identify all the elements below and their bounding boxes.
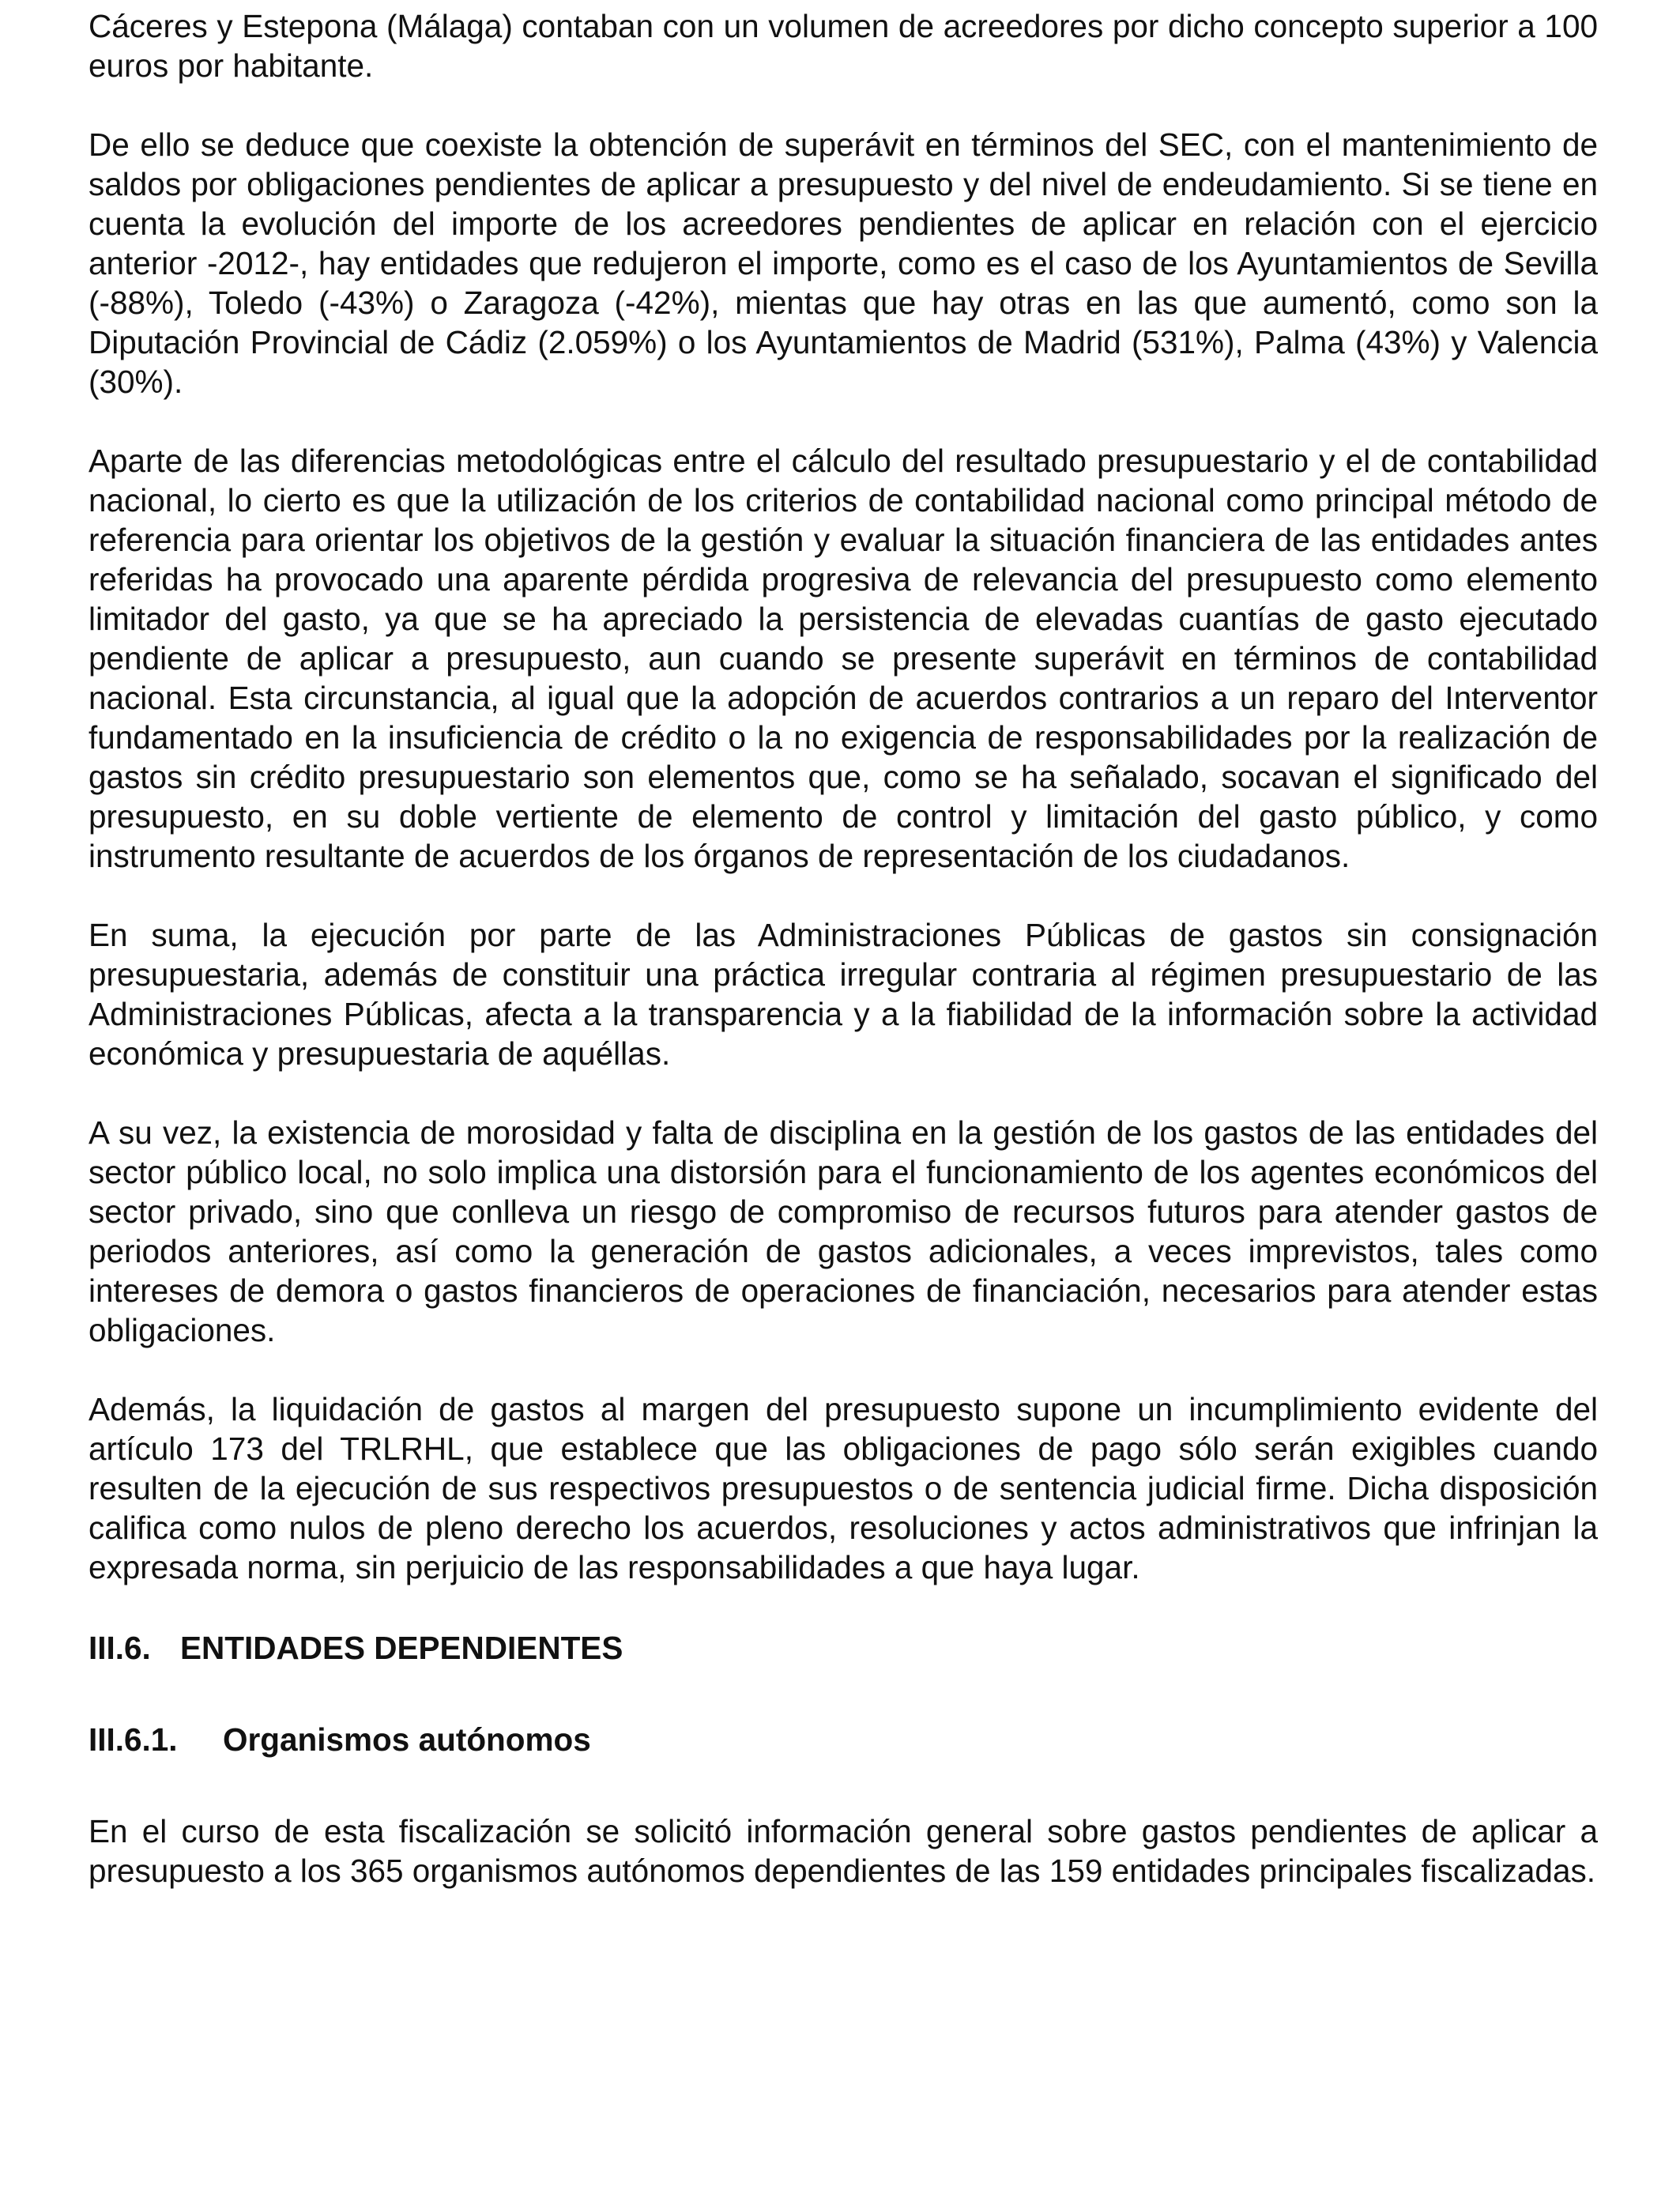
paragraph-6: Además, la liquidación de gastos al margen del presupuesto supone un incumplimiento evidente del artículo 173 del TRLRHL, que establece que las obligaciones de pago sólo serán exigibles cuando resulten de la ejecución de sus respectivos presupuestos o de sentencia judicial firme. Dicha disposición califica como nulos de pleno derecho los acuerdos, resoluciones y actos administrativos que infrinjan la expresada norma, sin perjuicio de las responsabilidades a que haya lugar. (89, 1391, 1598, 1585)
document-page (89, 6, 1598, 1930)
paragraph-3: Aparte de las diferencias metodológicas entre el cálculo del resultado presupuestario y el de contabilidad nacional, lo cierto es que la utilización de los criterios de contabilidad nacional como principal método de referencia para orientar los objetivos de la gestión y evaluar la situación financiera de las entidades antes referidas ha provocado una aparente pérdida progresiva de relevancia del presupuesto como elemento limitador del gasto, ya que se ha apreciado la persistencia de elevadas cuantías de gasto ejecutado pendiente de aplicar a presupuesto, aun cuando se presente superávit en términos de contabilidad nacional. Esta circunstancia, al igual que la adopción de acuerdos contrarios a un reparo del Interventor fundamentado en la insuficiencia de crédito o la no exigencia de responsabilidades por la realización de gastos sin crédito presupuestario son elementos que, como se ha señalado, socavan el significado del presupuesto, en su doble vertiente de elemento de control y limitación del gasto público, y como instrumento resultante de acuerdos de los órganos de representación de los ciudadanos. (89, 443, 1598, 874)
section-number: III.6. (89, 1630, 151, 1666)
paragraph-1: Cáceres y Estepona (Málaga) contaban con un volumen de acreedores por dicho concepto superior a 100 euros por habitante. (89, 8, 1598, 84)
subsection-heading (89, 1720, 1598, 1759)
section-title: ENTIDADES DEPENDIENTES (180, 1630, 623, 1666)
paragraph-7: En el curso de esta fiscalización se solicitó información general sobre gastos pendientes de aplicar a presupuesto a los 365 organismos autónomos dependientes de las 159 entidades principales fiscalizadas. (89, 1813, 1598, 1889)
paragraph-2: De ello se deduce que coexiste la obtención de superávit en términos del SEC, con el mantenimiento de saldos por obligaciones pendientes de aplicar a presupuesto y del nivel de endeudamiento. Si se tiene en cuenta la evolución del importe de los acreedores pendientes de aplicar en relación con el ejercicio anterior -2012-, hay entidades que redujeron el importe, como es el caso de los Ayuntamientos de Sevilla (-88%), Toledo (-43%) o Zaragoza (-42%), mientas que hay otras en las que aumentó, como son la Diputación Provincial de Cádiz (2.059%) o los Ayuntamientos de Madrid (531%), Palma (43%) y Valencia (30%). (89, 126, 1598, 400)
subsection-number: III.6.1. (89, 1721, 178, 1758)
paragraph-5: A su vez, la existencia de morosidad y falta de disciplina en la gestión de los gastos de las entidades del sector público local, no solo implica una distorsión para el funcionamiento de los agentes económicos del sector privado, sino que conlleva un riesgo de compromiso de recursos futuros para atender gastos de periodos anteriores, así como la generación de gastos adicionales, a veces imprevistos, tales como intereses de demora o gastos financieros de operaciones de financiación, necesarios para atender estas obligaciones. (89, 1114, 1598, 1348)
subsection-title: Organismos autónomos (223, 1721, 591, 1758)
paragraph-4: En suma, la ejecución por parte de las Administraciones Públicas de gastos sin consignación presupuestaria, además de constituir una práctica irregular contraria al régimen presupuestario de las Administraciones Públicas, afecta a la transparencia y a la fiabilidad de la información sobre la actividad económica y presupuestaria de aquéllas. (89, 917, 1598, 1072)
section-heading (89, 1628, 1598, 1668)
